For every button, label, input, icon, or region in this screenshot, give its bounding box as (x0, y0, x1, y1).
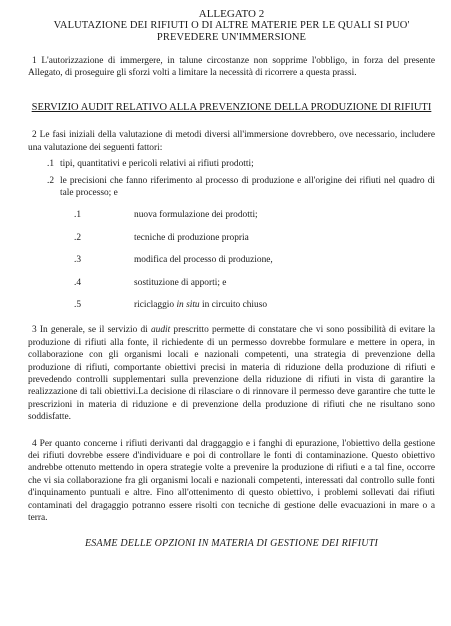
annex-label: ALLEGATO 2 (198, 8, 265, 20)
sublist-item-text: sostituzione di apporti; e (134, 277, 227, 288)
sublist-item-number: .4 (74, 277, 82, 288)
paragraph-3-italic: audit (150, 325, 171, 336)
sublist-text-after: in circuito chiuso (199, 299, 268, 310)
sublist-item-number: .1 (74, 210, 82, 221)
sublist-item (74, 299, 435, 311)
sublist-item-text (134, 299, 435, 311)
paragraph-3 (28, 324, 435, 423)
paragraph-4: 4 Per quanto concerne i rifiuti derivanti dal draggaggio e i fanghi di epurazione, l'obiettivo della gestione dei rifiuti dovrebbe essere d'individuare e poi di controllare le fonti di contaminazione. Questo obiettivo andrebbe ottenuto mettendo in opera strategie volte a prevenire la produzione di rifiuti e a tal fine, occorre che vi sia collaborazione fra gli organismi locali e nazionali competenti, interessati dal controllo sulle fonti d'inquinamento puntuali e altre. Fino all'ottenimento di questo obiettivo, i problemi sollevati dai rifiuti contaminati del dragaggio potranno essere risolti con tecniche di gestione delle evacuazioni in mare o a terra. (28, 438, 435, 524)
sublist-item-text: tecniche di produzione propria (134, 232, 249, 243)
paragraph-2: 2 Le fasi iniziali della valutazione di metodi diversi all'immersione dovrebbero, ove necessario, includere una valutazione dei seguenti fattori: (28, 130, 435, 153)
sublist-text-before: riciclaggio (134, 299, 177, 310)
paragraph-3-rest: prescritto permette di constatare che vi sono possibilità di evitare la produzione di rifiuti alla fonte, il richiedente di un permesso dovrebbe formulare e mettere in opera, in collaborazione con gli organismi locali e nazionali competenti, una strategia di prevenzione della produzione di rifiuti, comportante obiettivi precisi in materia di riduzione della produzione di rifiuti e prevedendo controlli supplementari sulla prevenzione della riduzione di rifiuti in vista di garantire la realizzazione di tali obiettivi.La decisione di rilasciare o di rinnovare il permesso deve garantire che tutte le prescrizioni in materia di riduzione e di prevenzione della produzione di rifiuti che ne risultano sono soddisfatte. (28, 325, 435, 423)
list-item-number: .1 (46, 159, 54, 170)
document-title: VALUTAZIONE DEI RIFIUTI O DI ALTRE MATERIE PER LE QUALI SI PUO' PREVEDERE UN'IMMERSIONE (53, 20, 410, 43)
sublist-item (74, 277, 435, 289)
list-item (28, 175, 435, 200)
paragraph-1: 1 L'autorizzazione di immergere, in talune circostanze non sopprime l'obbligo, in forza del presente Allegato, di proseguire gli sforzi volti a limitare la necessità di ricorrere a questa prassi. (28, 56, 435, 79)
sublist-item-text: nuova formulazione dei prodotti; (134, 210, 258, 221)
list-item-text: le precisioni che fanno riferimento al processo di produzione e all'origine dei rifiuti nel quadro di tale processo; e (60, 175, 435, 198)
sublist-item (74, 232, 435, 244)
section-title: SERVIZIO AUDIT RELATIVO ALLA PREVENZIONE DELLA PRODUZIONE DI RIFIUTI (31, 101, 432, 113)
sublist-item-text: modifica del processo di produzione, (134, 255, 273, 266)
sublist-item-number: .2 (74, 232, 82, 243)
paragraph-3-start: 3 In generale, se il servizio di (32, 325, 151, 336)
sublist-item-number: .3 (74, 255, 82, 266)
list-item-number: .2 (46, 175, 54, 186)
sublist-text-italic: in situ (176, 299, 200, 310)
sublist-item (74, 209, 435, 221)
list-item (28, 158, 435, 170)
list-item-text: tipi, quantitativi e pericoli relativi ai rifiuti prodotti; (60, 159, 254, 170)
footer-heading: ESAME DELLE OPZIONI IN MATERIA DI GESTIONE DEI RIFIUTI (85, 538, 378, 550)
sublist-item-number: .5 (74, 299, 82, 310)
sublist-item (74, 254, 435, 266)
